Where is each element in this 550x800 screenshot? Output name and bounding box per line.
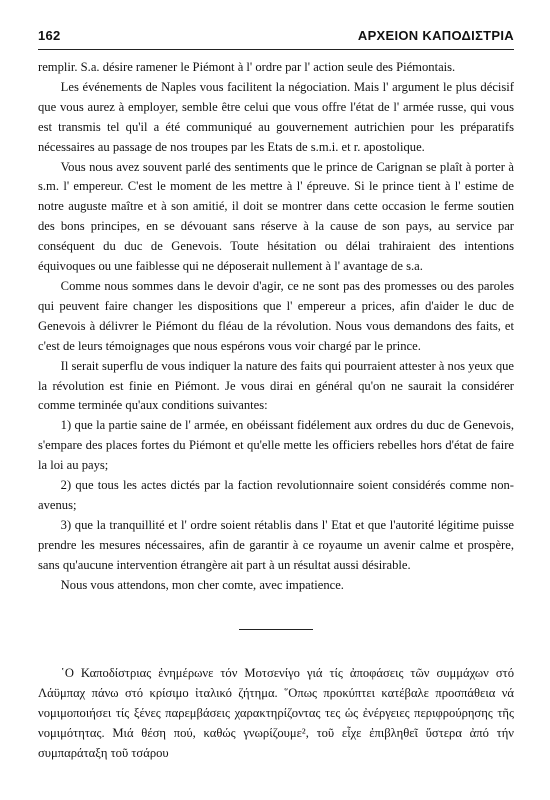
document-page (38, 28, 514, 764)
paragraph: Vous nous avez souvent parlé des sentiments que le prince de Carignan se plaît à porter à s.m. l' empereur. C'est le moment de les mettre à l' épreuve. Si le prince tient à l' estime de notre auguste maître et à son amitié, il doit se montrer dans cette occasion le ferme soutien des bons principes, en se dévouant sans réserve à la cause de son pays, au service par conséquent du duc de Genevois. Toute hésitation ou délai trahiraient des intentions équivoques ou une faiblesse qui ne déposerait nullement à l' avantage de s.a. (38, 159, 514, 274)
condition-item: 1) que la partie saine de l' armée, en obéissant fidélement aux ordres du duc de Genevois, s'empare des places fortes du Piémont et qu'elle mette les officiers rebelles hors d'état de faire la loi au pays; (38, 418, 514, 473)
paragraph: remplir. S.a. désire ramener le Piémont à l' ordre par l' action seule des Piémontais. (38, 60, 456, 74)
paragraph: Les événements de Naples vous facilitent la négociation. Mais l' argument le plus décisif que vous aurez à employer, semble être celui que vous offre l'état de l' armée russe, qui vous est transmis tel qu'il a été communiqué au gouvernement autrichien pour les préparatifs nécessaires au passage de nos troupes par les Etats de s.m.i. et r. apostolique. (38, 79, 514, 154)
section-separator (239, 629, 313, 630)
paragraph: Il serait superflu de vous indiquer la nature des faits qui pourraient attester à nos yeux que la révolution est finie en Piémont. Je vous dirai en général qu'on ne saurait la considérer comme terminée qu'aux conditions suivantes: (38, 358, 514, 413)
running-header (38, 28, 514, 43)
running-title: ΑΡΧΕΙΟΝ ΚΑΠΟΔΙΣΤΡΙΑ (357, 28, 514, 43)
header-rule (38, 49, 514, 50)
commentary-section (38, 664, 514, 764)
letter-body (38, 58, 514, 595)
page-number: 162 (38, 28, 61, 43)
condition-item: 2) que tous les actes dictés par la faction revolutionnaire soient considérés comme non-avenus; (38, 478, 514, 512)
closing-line: Nous vous attendons, mon cher comte, avec impatience. (60, 577, 344, 592)
condition-item: 3) que la tranquillité et l' ordre soient rétablis dans l' Etat et que l'autorité légitime puisse prendre les mesures nécessaires, afin de garantir à ce royaume un avenir calme et prospère, sans qu'aucune intervention étrangère ait part à un résultat aussi désirable. (38, 517, 514, 572)
paragraph: Comme nous sommes dans le devoir d'agir, ce ne sont pas des promesses ou des paroles qui peuvent faire changer les dispositions que l' empereur a prices, afin d'aider le duc de Genevois à délivrer le Piémont du fléau de la révolution. Nous vous demandons des faits, et c'est de leurs témoignages que nous espérons vous voir chargé par le prince. (38, 278, 514, 353)
commentary-paragraph: ῾Ο Καποδίστριας ἐνημέρωνε τόν Μοτσενίγο γιά τίς ἀποφάσεις τῶν συμμάχων στό Λάϋμπαχ πάνω στό κρίσιμο ἰταλικό ζήτημα. ῞Οπως προκύπτει κατέβαλε προσπάθεια νά νομιμοποιήσει τίς ξένες παρεμβάσεις χαρακτηρίζοντας τες ὡς ἐνέργειες περιφρούρησης τῆς νομιμότητας. Μιά θέση πού, καθώς γνωρίζουμε², τοῦ εἶχε ἐπιβληθεῖ ὕστερα ἀπό τήν συμπαράταξη τοῦ τσάρου (38, 666, 514, 761)
